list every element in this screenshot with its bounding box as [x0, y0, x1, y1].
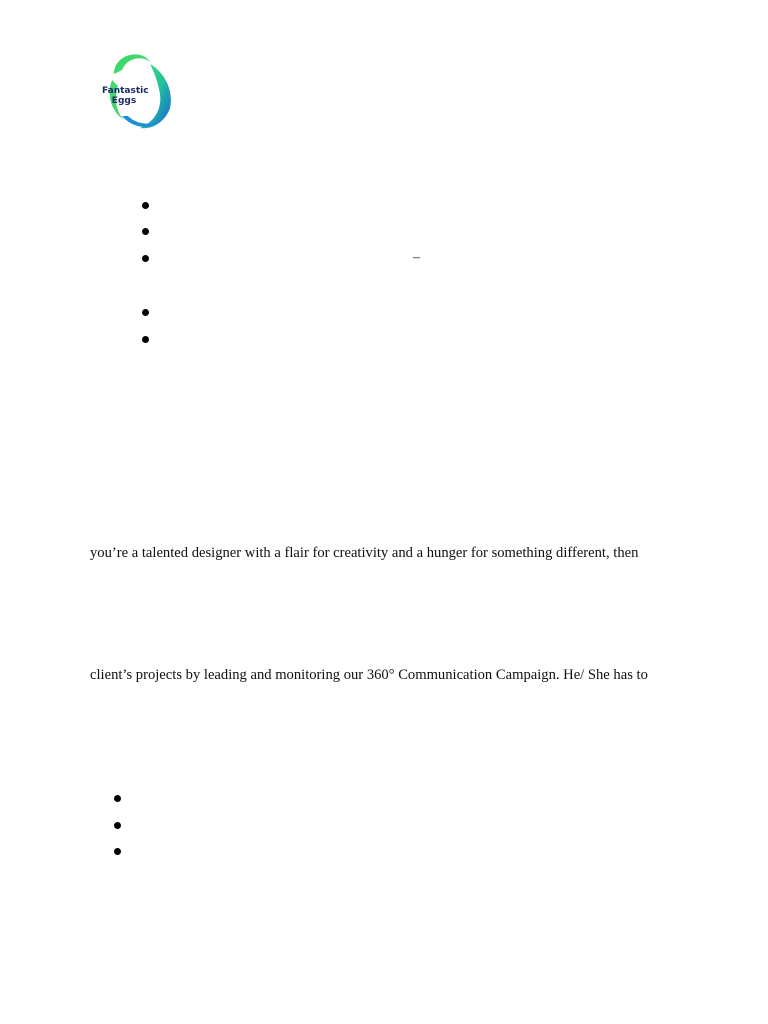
bullet-icon [142, 202, 149, 209]
fantastic-eggs-logo [98, 46, 178, 134]
list-item [142, 202, 150, 210]
bullet-icon [114, 822, 121, 829]
bullet-icon [142, 309, 149, 316]
paragraph-designer: you’re a talented designer with a flair for creativity and a hunger for something different, then [90, 545, 639, 561]
logo-line-1: Fantastic [102, 86, 149, 96]
paragraph-campaign: client’s projects by leading and monitoring our 360° Communication Campaign. He/ She has to [90, 667, 648, 683]
list-item [114, 795, 122, 803]
list-item [114, 822, 122, 830]
list-item [114, 848, 122, 856]
bullet-icon [142, 228, 149, 235]
list-item [142, 336, 150, 344]
bullet-icon [142, 336, 149, 343]
list-item [142, 228, 150, 236]
logo-wordmark [102, 86, 149, 106]
bullet-icon [114, 795, 121, 802]
list-item [142, 309, 150, 317]
list-item [142, 255, 150, 263]
logo-line-2: Eggs [111, 96, 137, 106]
bullet-icon [142, 255, 149, 262]
bullet-icon [114, 848, 121, 855]
en-dash: – [413, 250, 420, 265]
